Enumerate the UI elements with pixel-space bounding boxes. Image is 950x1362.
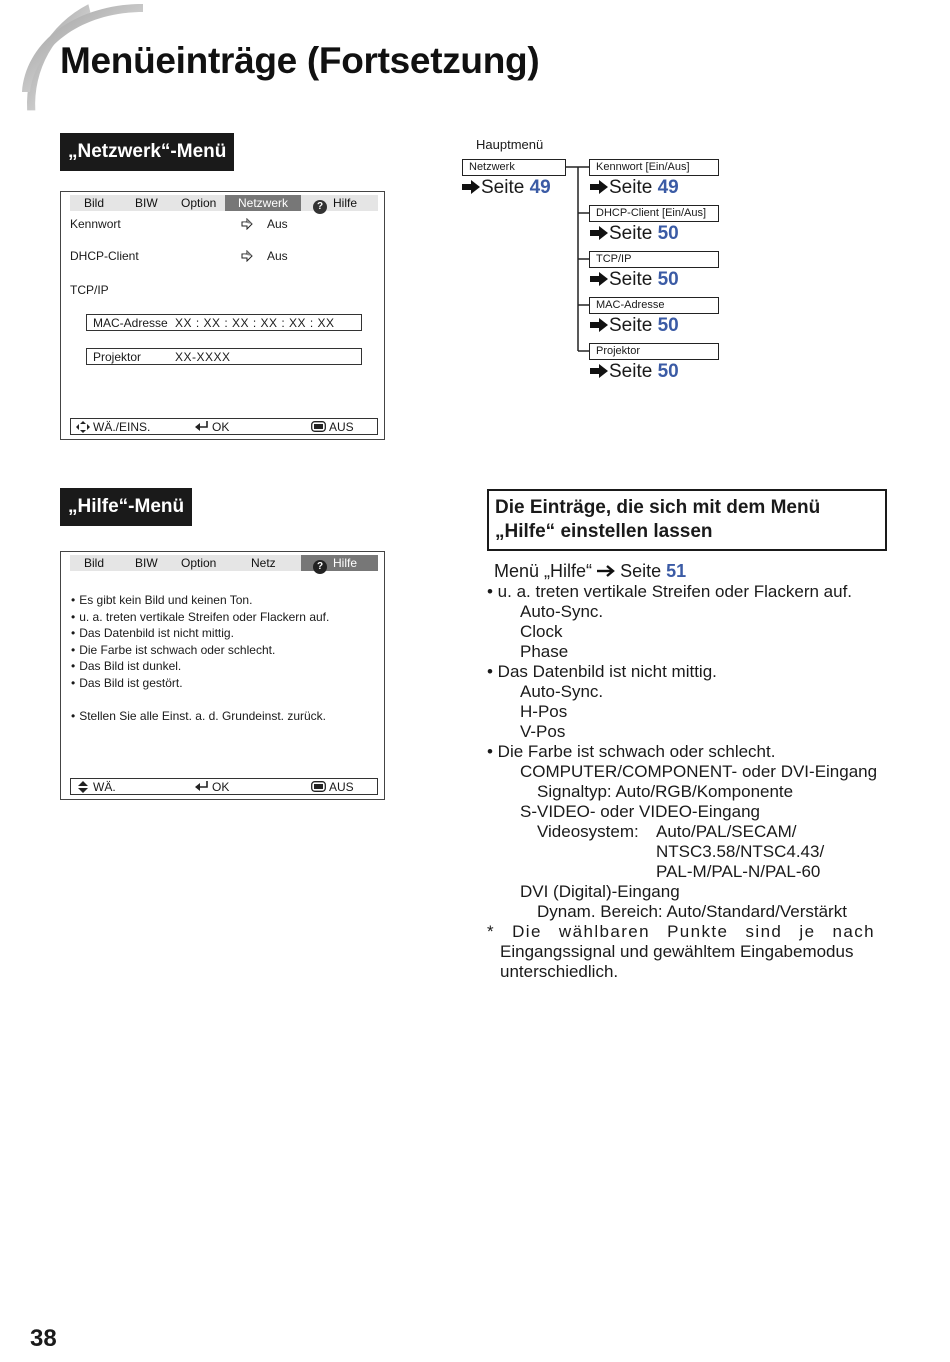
- seite-word: Seite: [609, 361, 653, 382]
- tab-hilfe-label: Hilfe: [333, 196, 358, 210]
- page-number-ref: 50: [657, 361, 679, 382]
- help-question-icon: ?: [313, 200, 327, 214]
- info-subitem: Signaltyp: Auto/RGB/Komponente: [537, 782, 794, 801]
- menu-reference-text: Menü „Hilfe“: [494, 561, 593, 581]
- tab-option[interactable]: Option: [181, 556, 217, 570]
- hilfe-item[interactable]: • Das Bild ist dunkel.: [71, 658, 329, 675]
- page-number-ref: 51: [666, 561, 687, 581]
- four-way-arrow-icon: [76, 421, 90, 433]
- page-number-ref: 50: [657, 223, 679, 244]
- hilfe-settings-title-line1: Die Einträge, die sich mit dem Menü: [495, 497, 821, 518]
- tab-hilfe[interactable]: [301, 555, 378, 571]
- tree-item-dhcp-ref[interactable]: [590, 222, 679, 246]
- hilfe-tab-bar: [70, 555, 378, 571]
- info-subitem: DVI (Digital)-Eingang: [520, 882, 680, 901]
- info-note-line: Eingangssignal und gewähltem Eingabemodus: [500, 942, 854, 961]
- enter-icon: [195, 421, 209, 431]
- hilfe-settings-title-line2: „Hilfe“ einstellen lassen: [495, 521, 713, 542]
- info-subitem: Clock: [520, 622, 563, 641]
- tree-item-tcpip-ref[interactable]: [590, 268, 679, 292]
- hilfe-item[interactable]: • u. a. treten vertikale Streifen oder Flackern auf.: [71, 609, 329, 626]
- tree-item-mac: MAC-Adresse: [589, 297, 719, 314]
- row-kennwort-label: Kennwort: [70, 217, 121, 231]
- tree-item-projektor-ref[interactable]: [590, 360, 679, 384]
- tab-bild[interactable]: Bild: [84, 556, 105, 570]
- info-subitem: V-Pos: [520, 722, 566, 741]
- footer-nav-label: WÄ.: [93, 780, 116, 794]
- arrow-right-icon: [462, 180, 480, 194]
- hilfe-settings-box: [487, 489, 887, 551]
- info-subitem: H-Pos: [520, 702, 568, 721]
- info-bullet: • u. a. treten vertikale Streifen oder Flackern auf.: [487, 582, 853, 601]
- up-down-arrow-icon: [78, 781, 88, 793]
- page-number-ref: 49: [529, 177, 551, 198]
- info-subitem: PAL-M/PAL-N/PAL-60: [656, 862, 821, 881]
- footer-exit-label: AUS: [329, 780, 354, 794]
- arrow-right-icon: [597, 565, 615, 577]
- info-note-line: * Die wählbaren Punkte sind je nach: [487, 922, 875, 941]
- info-subitem: Auto-Sync.: [520, 602, 604, 621]
- tree-root-item: Netzwerk: [462, 159, 566, 176]
- help-question-icon: ?: [313, 560, 327, 574]
- seite-word: Seite: [609, 223, 653, 244]
- hilfe-reset-item[interactable]: • Stellen Sie alle Einst. a. d. Grundeinst. zurück.: [71, 708, 326, 725]
- seite-word: Seite: [609, 315, 653, 336]
- tab-hilfe-label: Hilfe: [333, 556, 358, 570]
- page-number-ref: 49: [657, 177, 679, 198]
- row-tcpip-label[interactable]: TCP/IP: [70, 283, 109, 297]
- adjust-arrow-icon: [241, 218, 253, 230]
- footer-nav-label: WÄ./EINS.: [93, 420, 151, 434]
- tab-biw[interactable]: BIW: [135, 556, 158, 570]
- info-subitem: Auto-Sync.: [520, 682, 604, 701]
- projektor-value: XX-XXXX: [175, 350, 231, 364]
- info-subitem: COMPUTER/COMPONENT- oder DVI-Eingang: [520, 762, 878, 781]
- projektor-box: [86, 348, 362, 365]
- tab-netz[interactable]: Netz: [251, 556, 276, 570]
- tree-item-kennwort-ref[interactable]: [590, 176, 679, 200]
- mac-value: XX : XX : XX : XX : XX : XX: [175, 316, 335, 330]
- info-bullet: • Das Datenbild ist nicht mittig.: [487, 662, 717, 681]
- info-subitem: Auto/PAL/SECAM/: [656, 822, 797, 841]
- tab-biw[interactable]: BIW: [135, 196, 158, 210]
- row-dhcp-label: DHCP-Client: [70, 249, 139, 263]
- seite-word: Seite: [620, 561, 662, 581]
- arrow-right-icon: [590, 226, 608, 240]
- info-subitem: NTSC3.58/NTSC4.43/: [656, 842, 825, 861]
- footer-exit-label: AUS: [329, 420, 354, 434]
- hilfe-item[interactable]: • Das Datenbild ist nicht mittig.: [71, 625, 329, 642]
- projektor-label: Projektor: [93, 350, 142, 364]
- tab-bild[interactable]: Bild: [84, 196, 105, 210]
- info-subitem: Phase: [520, 642, 569, 661]
- netzwerk-osd-footer: [70, 418, 378, 435]
- netzwerk-heading: „Netzwerk“-Menü: [60, 133, 234, 171]
- menu-reference[interactable]: [494, 561, 686, 581]
- seite-word: Seite: [481, 177, 525, 198]
- seite-word: Seite: [609, 269, 653, 290]
- tree-root-label: Hauptmenü: [476, 137, 544, 152]
- page-number: 38: [30, 1325, 57, 1352]
- arrow-right-icon: [590, 272, 608, 286]
- enter-icon: [195, 781, 209, 791]
- footer-ok-label: OK: [212, 420, 230, 434]
- info-note-line: unterschiedlich.: [500, 962, 619, 981]
- tab-netzwerk[interactable]: Netzwerk: [225, 195, 301, 211]
- hilfe-osd-footer: [70, 778, 378, 795]
- hilfe-item[interactable]: • Das Bild ist gestört.: [71, 675, 329, 692]
- info-subitem: Videosystem:: [537, 822, 639, 841]
- tree-item-mac-ref[interactable]: [590, 314, 679, 338]
- hilfe-osd-screen: [60, 551, 385, 800]
- seite-word: Seite: [609, 177, 653, 198]
- info-subitem: Dynam. Bereich: Auto/Standard/Verstärkt: [537, 902, 847, 921]
- hilfe-item[interactable]: • Die Farbe ist schwach oder schlecht.: [71, 642, 329, 659]
- info-bullet: • Die Farbe ist schwach oder schlecht.: [487, 742, 776, 761]
- row-dhcp-value[interactable]: Aus: [267, 249, 288, 263]
- page-number-ref: 50: [657, 269, 679, 290]
- page-number-ref: 50: [657, 315, 679, 336]
- netzwerk-osd-screen: [60, 191, 385, 440]
- arrow-right-icon: [590, 364, 608, 378]
- return-button-icon: [311, 781, 326, 792]
- hilfe-item[interactable]: • Es gibt kein Bild und keinen Ton.: [71, 592, 329, 609]
- tree-item-projektor: Projektor: [589, 343, 719, 360]
- row-kennwort-value[interactable]: Aus: [267, 217, 288, 231]
- arrow-right-icon: [590, 180, 608, 194]
- root-page-ref[interactable]: [462, 176, 551, 200]
- tab-option[interactable]: Option: [181, 196, 217, 210]
- tab-hilfe[interactable]: [313, 195, 357, 211]
- return-button-icon: [311, 421, 326, 432]
- arrow-right-icon: [590, 318, 608, 332]
- tree-item-kennwort: Kennwort [Ein/Aus]: [589, 159, 719, 176]
- hilfe-reset-list: [71, 708, 326, 725]
- footer-ok-label: OK: [212, 780, 230, 794]
- hilfe-heading: „Hilfe“-Menü: [60, 488, 192, 526]
- tree-item-dhcp: DHCP-Client [Ein/Aus]: [589, 205, 719, 222]
- adjust-arrow-icon: [241, 250, 253, 262]
- mac-address-box: [86, 314, 362, 331]
- netzwerk-tab-bar: [70, 195, 378, 211]
- mac-label: MAC-Adresse: [93, 316, 168, 330]
- info-subitem: S-VIDEO- oder VIDEO-Eingang: [520, 802, 760, 821]
- hilfe-item-list: [71, 592, 329, 691]
- page-title: Menüeinträge (Fortsetzung): [60, 40, 540, 81]
- tree-item-tcpip: TCP/IP: [589, 251, 719, 268]
